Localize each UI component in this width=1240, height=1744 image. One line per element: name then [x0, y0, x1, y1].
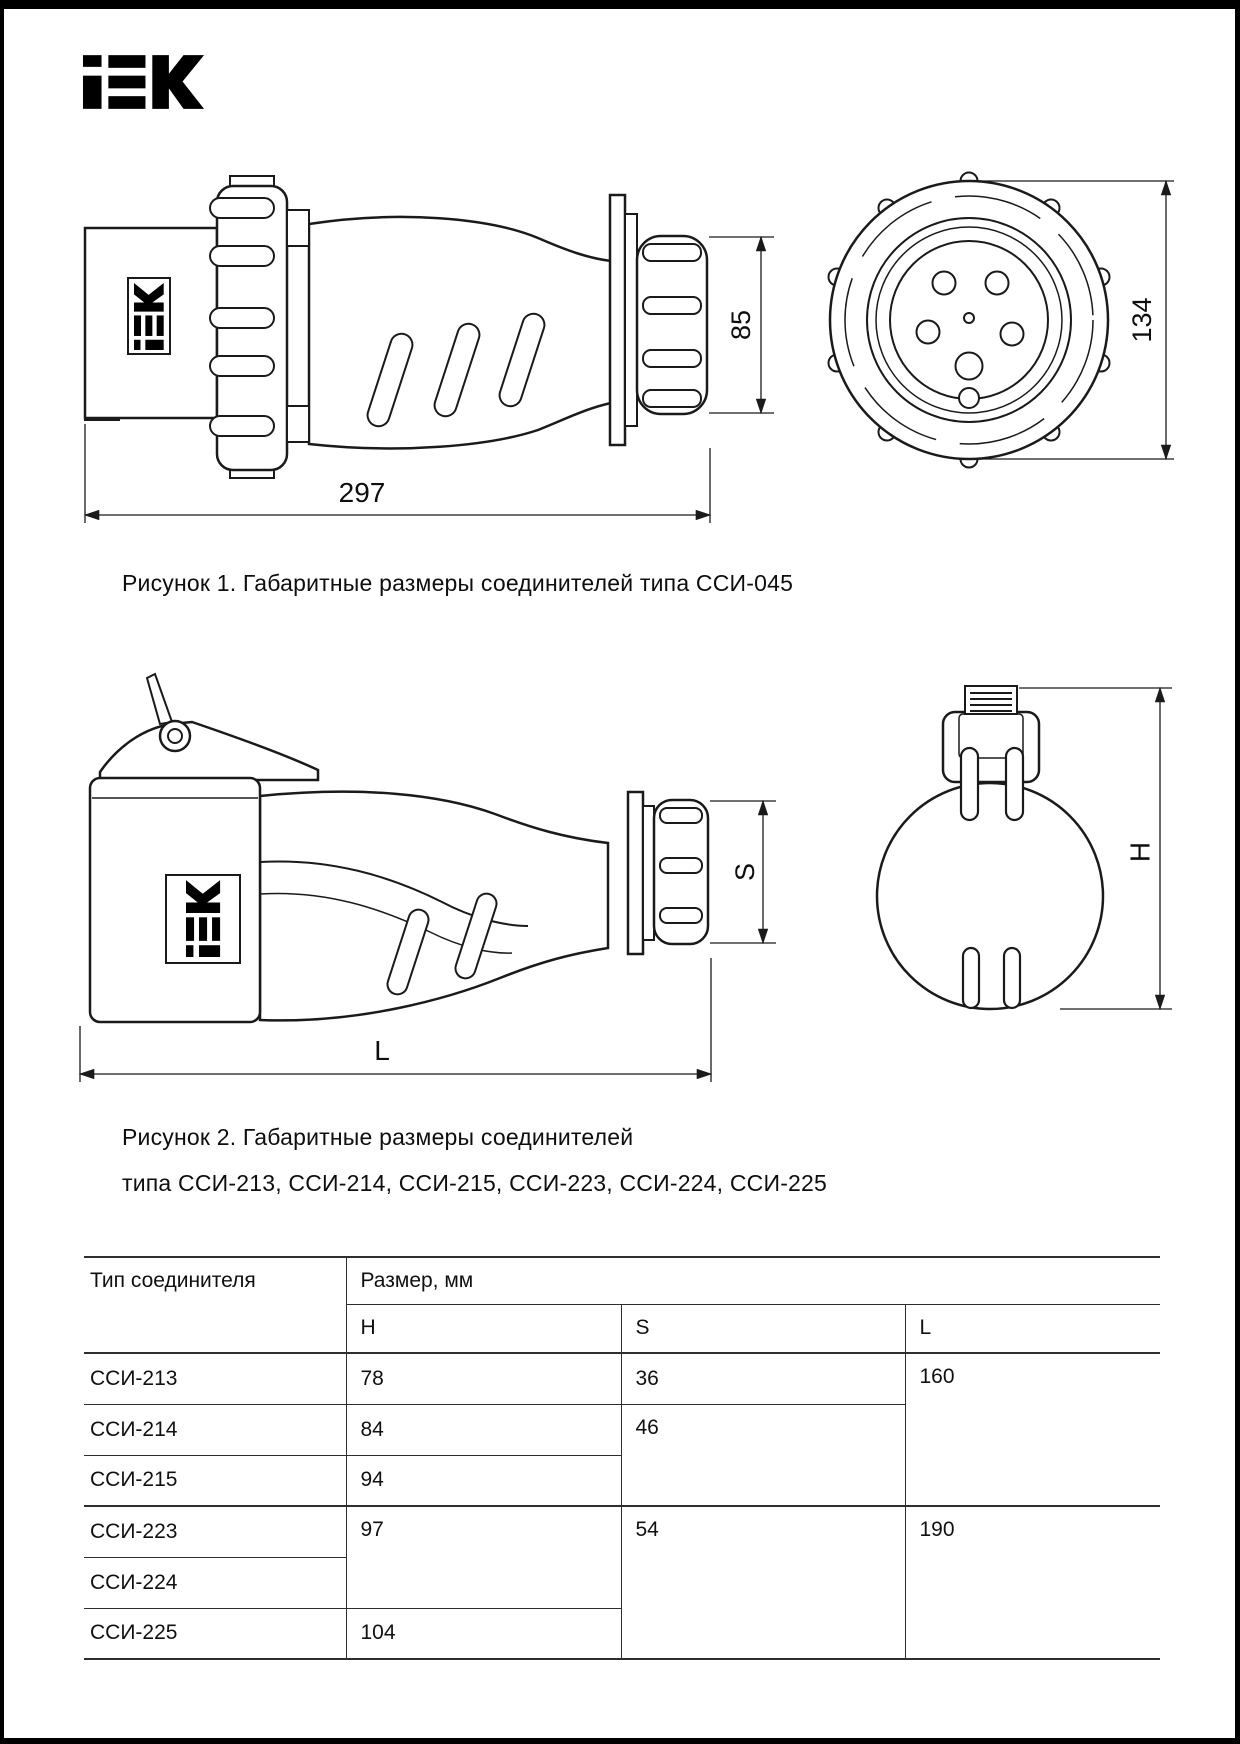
dim-297-label: 297 — [338, 477, 386, 508]
figure2-drawing — [60, 600, 1180, 1100]
scan-border-bottom — [0, 1738, 1240, 1744]
dim-L-label: L — [374, 1035, 390, 1066]
cell-type: ССИ-213 — [84, 1353, 346, 1404]
dim-S-label: S — [730, 862, 760, 882]
scan-border-top — [0, 0, 1240, 9]
fig2-latch-tip — [147, 674, 172, 724]
table-header-s: S — [621, 1304, 905, 1353]
fig1-side-view — [85, 176, 707, 478]
scan-border-right — [1235, 0, 1240, 1744]
dim-85-label: 85 — [726, 309, 756, 341]
fig2-back-view — [877, 686, 1103, 1009]
fig2-latch-bracket — [943, 712, 1039, 782]
fig2-latch — [100, 722, 318, 780]
table-row — [84, 1353, 1160, 1404]
dim-134-label: 134 — [1127, 297, 1157, 343]
cell-s: 46 — [621, 1404, 905, 1506]
cell-type: ССИ-225 — [84, 1608, 346, 1659]
cell-h: 94 — [346, 1455, 621, 1506]
fig1-front-view — [829, 173, 1110, 468]
cell-h: 84 — [346, 1404, 621, 1455]
figure2-caption — [122, 1114, 827, 1206]
figure1-drawing — [60, 140, 1180, 540]
dimensions-table — [84, 1256, 1160, 1660]
cell-l: 160 — [905, 1353, 1160, 1506]
scan-border-left — [0, 0, 4, 1744]
iek-logo — [82, 54, 206, 110]
table-header-l: L — [905, 1304, 1160, 1353]
cell-h: 97 — [346, 1506, 621, 1608]
cell-h: 78 — [346, 1353, 621, 1404]
cell-s: 36 — [621, 1353, 905, 1404]
cell-l: 190 — [905, 1506, 1160, 1659]
table-header-size: Размер, мм — [346, 1257, 1160, 1304]
table-row — [84, 1506, 1160, 1557]
cell-type: ССИ-214 — [84, 1404, 346, 1455]
cell-type: ССИ-223 — [84, 1506, 346, 1557]
cell-type: ССИ-224 — [84, 1557, 346, 1608]
dim-H-label: H — [1124, 841, 1156, 863]
cell-h: 104 — [346, 1608, 621, 1659]
figure2-caption-line2: типа ССИ-213, ССИ-214, ССИ-215, ССИ-223, ССИ-224, ССИ-225 — [122, 1170, 828, 1196]
table-header-type: Тип соединителя — [84, 1257, 346, 1353]
table-header-h: H — [346, 1304, 621, 1353]
cell-s: 54 — [621, 1506, 905, 1659]
figure2-caption-line1: Рисунок 2. Габаритные размеры соединителей — [122, 1124, 634, 1150]
cell-type: ССИ-215 — [84, 1455, 346, 1506]
fig2-side-view — [90, 674, 708, 1022]
figure1-caption: Рисунок 1. Габаритные размеры соединителей типа ССИ-045 — [122, 570, 794, 596]
fig1-cap — [637, 236, 707, 414]
